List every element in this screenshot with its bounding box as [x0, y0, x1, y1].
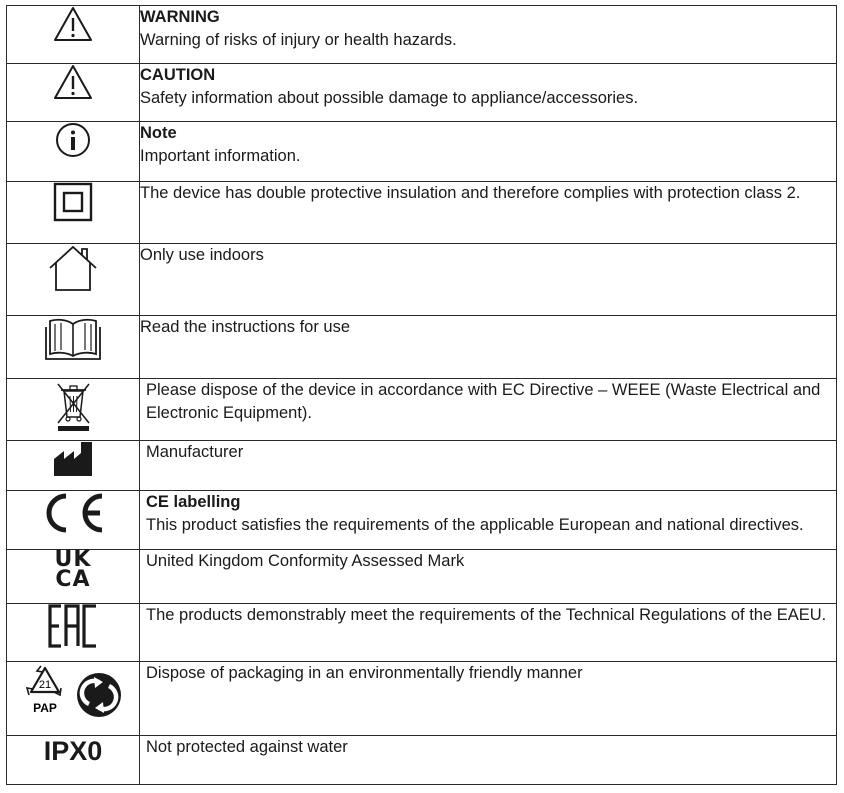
table-row	[7, 122, 837, 182]
row-title: CAUTION	[140, 66, 216, 84]
info-circle-icon	[55, 122, 91, 158]
table-row	[7, 736, 837, 785]
row-title: CE labelling	[146, 493, 241, 511]
icon-cell	[7, 6, 140, 64]
table-row	[7, 550, 837, 604]
table-row	[7, 662, 837, 736]
table-row	[7, 379, 837, 441]
icon-cell	[7, 316, 140, 379]
text-cell	[140, 662, 837, 736]
icon-cell	[7, 244, 140, 316]
icon-cell	[7, 662, 140, 736]
row-description: United Kingdom Conformity Assessed Mark	[146, 552, 465, 570]
table-row	[7, 6, 837, 64]
house-icon	[47, 244, 99, 292]
text-cell	[140, 550, 837, 604]
text-cell	[140, 379, 837, 441]
row-description: Important information.	[140, 147, 301, 165]
icon-cell	[7, 122, 140, 182]
row-description: This product satisfies the requirements of the applicable European and national directives.	[146, 516, 804, 534]
table-row	[7, 316, 837, 379]
row-description: Manufacturer	[146, 443, 244, 461]
recycling-pap-icon	[23, 662, 123, 724]
row-description: The products demonstrably meet the requirements of the Technical Regulations of the EAEU.	[146, 606, 827, 624]
icon-cell	[7, 64, 140, 122]
ce-mark-icon	[39, 491, 107, 535]
row-description: Dispose of packaging in an environmentally friendly manner	[146, 664, 583, 682]
recycle-code: 21	[38, 679, 52, 691]
text-cell	[140, 244, 837, 316]
text-cell	[140, 316, 837, 379]
icon-cell	[7, 182, 140, 244]
recycle-material: PAP	[33, 701, 57, 715]
text-cell	[140, 491, 837, 550]
table-row	[7, 491, 837, 550]
icon-cell	[7, 441, 140, 491]
icon-cell	[7, 736, 140, 785]
symbol-table	[6, 5, 837, 785]
row-title: WARNING	[140, 8, 220, 26]
icon-cell	[7, 491, 140, 550]
text-cell	[140, 64, 837, 122]
text-cell	[140, 6, 837, 64]
eac-mark-icon	[48, 604, 98, 648]
row-description: Warning of risks of injury or health hazards.	[140, 31, 457, 49]
open-book-icon	[44, 316, 102, 362]
row-description: Please dispose of the device in accordance with EC Directive – WEEE (Waste Electrical and Electronic Equipment).	[146, 381, 821, 422]
table-row	[7, 604, 837, 662]
ukca-mark-icon	[54, 547, 92, 592]
ukca-bottom: CA	[55, 567, 91, 592]
row-description: Only use indoors	[140, 246, 264, 264]
crossed-bin-icon	[53, 379, 93, 433]
table-row	[7, 244, 837, 316]
table-row	[7, 441, 837, 491]
double-square-icon	[53, 182, 93, 222]
text-cell	[140, 441, 837, 491]
text-cell	[140, 736, 837, 785]
warning-triangle-icon	[53, 6, 93, 42]
text-cell	[140, 182, 837, 244]
table-row	[7, 64, 837, 122]
icon-cell	[7, 604, 140, 662]
ukca-top: UK	[54, 547, 92, 572]
text-cell	[140, 604, 837, 662]
icon-cell	[7, 547, 140, 604]
ipx0-icon: IPX0	[43, 736, 103, 766]
row-title: Note	[140, 124, 177, 142]
row-description: Safety information about possible damage to appliance/accessories.	[140, 89, 639, 107]
caution-triangle-icon	[53, 64, 93, 100]
row-description: The device has double protective insulation and therefore complies with protection class 2.	[140, 184, 801, 202]
table-row	[7, 182, 837, 244]
text-cell	[140, 122, 837, 182]
row-description: Not protected against water	[146, 738, 348, 756]
factory-icon	[53, 441, 93, 477]
icon-cell	[7, 379, 140, 441]
row-description: Read the instructions for use	[140, 318, 351, 336]
